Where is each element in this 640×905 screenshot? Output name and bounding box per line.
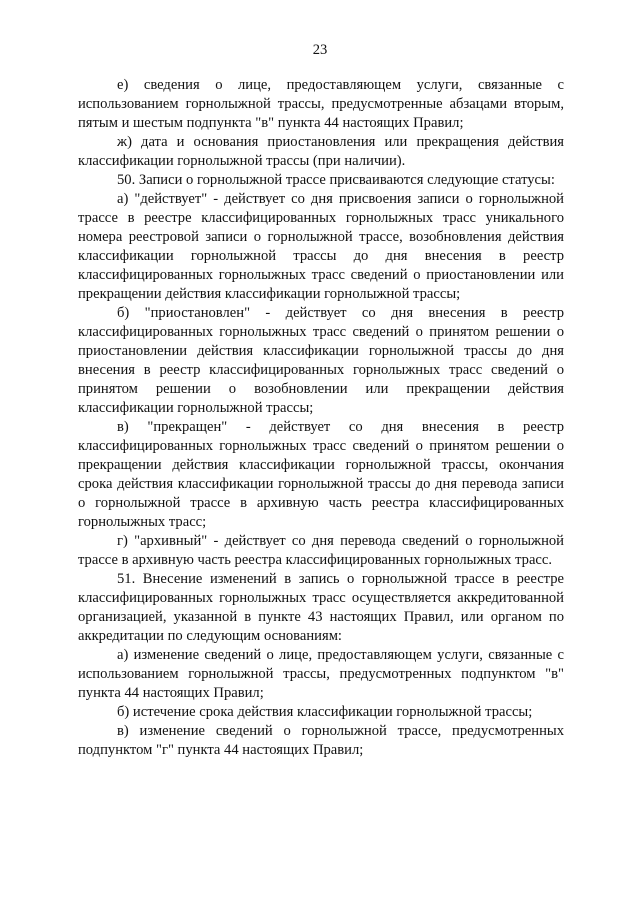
paragraph-status-suspended: б) "приостановлен" - действует со дня внесения в реестр классифицированных горнолыжных трасс сведений о принятом решении о приостановлении действия классификации горнолыжной трассы до дня внесения в реестр классифицированных горнолыжных трасс сведений о принятом решении о возобновлении или прекращении действия классификации горнолыжной трассы; — [78, 305, 564, 416]
paragraph-status-active: а) "действует" - действует со дня присвоения записи о горнолыжной трассе в реестре классифицированных горнолыжных трасс уникального номера реестровой записи о горнолыжной трассе, возобновления действия классификации горнолыжной трассы до дня внесения в реестр классифицированных горнолыжных трасс сведений о приостановлении или прекращении действия классификации горнолыжной трассы; — [78, 191, 564, 302]
document-body — [78, 76, 564, 760]
paragraph-51-a: а) изменение сведений о лице, предоставляющем услуги, связанные с использованием горнолыжной трассы, предусмотренных подпунктом "в" пункта 44 настоящих Правил; — [78, 647, 564, 701]
paragraph-e-provider-info: е) сведения о лице, предоставляющем услуги, связанные с использованием горнолыжной трассы, предусмотренные абзацами вторым, пятым и шестым подпункта "в" пункта 44 настоящих Правил; — [78, 77, 564, 131]
paragraph-zh-suspension-dates: ж) дата и основания приостановления или прекращения действия классификации горнолыжной трассы (при наличии). — [78, 134, 564, 169]
page-number: 23 — [312, 42, 328, 58]
paragraph-status-terminated: в) "прекращен" - действует со дня внесения в реестр классифицированных горнолыжных трасс сведений о принятом решении о прекращении действия классификации горнолыжной трассы, окончания срока действия классификации горнолыжной трассы до дня перевода записи о горнолыжной трассе в архивную часть реестра классифицированных горнолыжных трасс; — [78, 419, 564, 530]
paragraph-50-statuses: 50. Записи о горнолыжной трассе присваиваются следующие статусы: — [117, 172, 555, 188]
paragraph-status-archived: г) "архивный" - действует со дня перевода сведений о горнолыжной трассе в архивную часть реестра классифицированных горнолыжных трасс. — [78, 533, 564, 568]
paragraph-51-v: в) изменение сведений о горнолыжной трассе, предусмотренных подпунктом "г" пункта 44 настоящих Правил; — [78, 723, 564, 758]
paragraph-51-b: б) истечение срока действия классификации горнолыжной трассы; — [117, 704, 533, 720]
paragraph-51-changes: 51. Внесение изменений в запись о горнолыжной трассе в реестре классифицированных горнолыжных трасс осуществляется аккредитованной организацией, указанной в пункте 43 настоящих Правил, или органом по аккредитации по следующим основаниям: — [78, 571, 564, 644]
